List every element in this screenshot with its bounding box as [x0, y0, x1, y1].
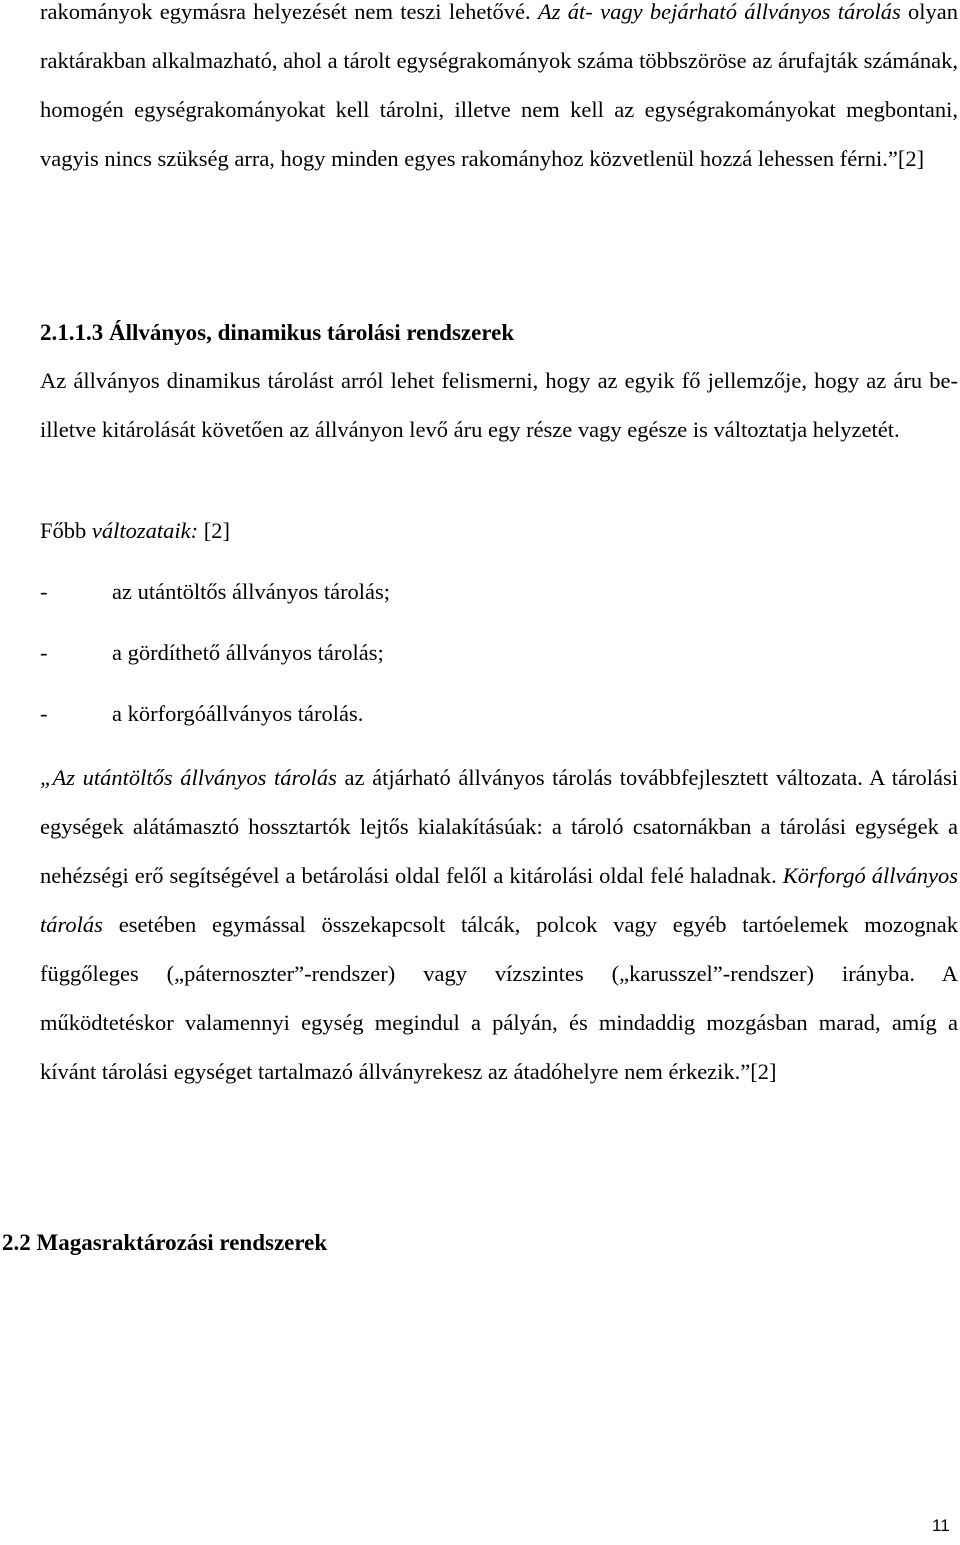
section-heading-2-2: 2.2 Magasraktározási rendszerek — [2, 1230, 328, 1255]
list-item-text: a körforgóállványos tárolás. — [112, 701, 364, 726]
list-bullet: - — [40, 579, 48, 604]
paragraph-dynamic-storage: Az állványos dinamikus tárolást arról lehet felismerni, hogy az egyik fő jellemzője, hogy az áru be- illetve kitárolását követően az állványon levő áru egy része vagy egésze is változtatja helyzetét. — [40, 368, 958, 442]
paragraph-variants-text-1: Főbb — [40, 518, 92, 543]
paragraph-refill-text-2: esetében egymással összekapcsolt tálcák, polcok vagy egyéb tartóelemek mozognak függőleges („páternoszter”-rendszer) vagy vízszintes („karusszel”-rendszer) irányba. A működtetéskor valamennyi egység megindul a pályán, és mindaddig mozgásban marad, amíg a kívánt tárolási egységet tartalmazó állványrekesz az átadóhelyre nem érkezik.”[2] — [40, 912, 958, 1084]
variants-list — [40, 570, 390, 753]
paragraph-variants-text-2: [2] — [198, 518, 230, 543]
paragraph-refill-text-1: az átjárható állványos tárolás továbbfejlesztett változata. A tárolási egységek alátámasztó hossztartók lejtős kialakításúak: a tároló csatornákban a tárolási egységek a nehézségi erő segítségével a betárolási oldal felől a kitárolási oldal felé haladnak. — [40, 765, 958, 888]
paragraph-intro-text-1: rakományok egymásra helyezését nem teszi lehetővé. — [40, 0, 538, 24]
list-bullet: - — [40, 640, 48, 665]
paragraph-intro-italic: Az át- vagy bejárható állványos tárolás — [537, 0, 901, 24]
paragraph-refill-italic-1: „Az utántöltős állványos tárolás — [40, 765, 337, 790]
list-item-text: az utántöltős állványos tárolás; — [112, 579, 391, 604]
list-item — [40, 570, 390, 631]
list-item — [40, 631, 390, 692]
list-bullet: - — [40, 701, 48, 726]
paragraph-intro-text-2: olyan raktárakban alkalmazható, ahol a tárolt egységrakományok száma többszöröse az árufajták számának, homogén egységrakományokat kell tárolni, illetve nem kell az egységrakományokat megbontani, vagyis nincs szükség arra, hogy minden egyes rakományhoz közvetlenül hozzá lehessen férni.”[2] — [40, 0, 958, 171]
list-item-text: a gördíthető állványos tárolás; — [112, 640, 384, 665]
page-number: 11 — [932, 1516, 950, 1535]
paragraph-variants-italic: változataik: — [91, 518, 199, 543]
section-heading-2-1-1-3: 2.1.1.3 Állványos, dinamikus tárolási rendszerek — [40, 320, 515, 345]
paragraph-variants — [40, 506, 958, 555]
list-item — [40, 692, 390, 753]
paragraph-refill-storage — [40, 753, 958, 1096]
paragraph-intro — [40, 0, 958, 183]
paragraph-refill-italic-2: Körforgó állványos tárolás — [40, 863, 958, 937]
